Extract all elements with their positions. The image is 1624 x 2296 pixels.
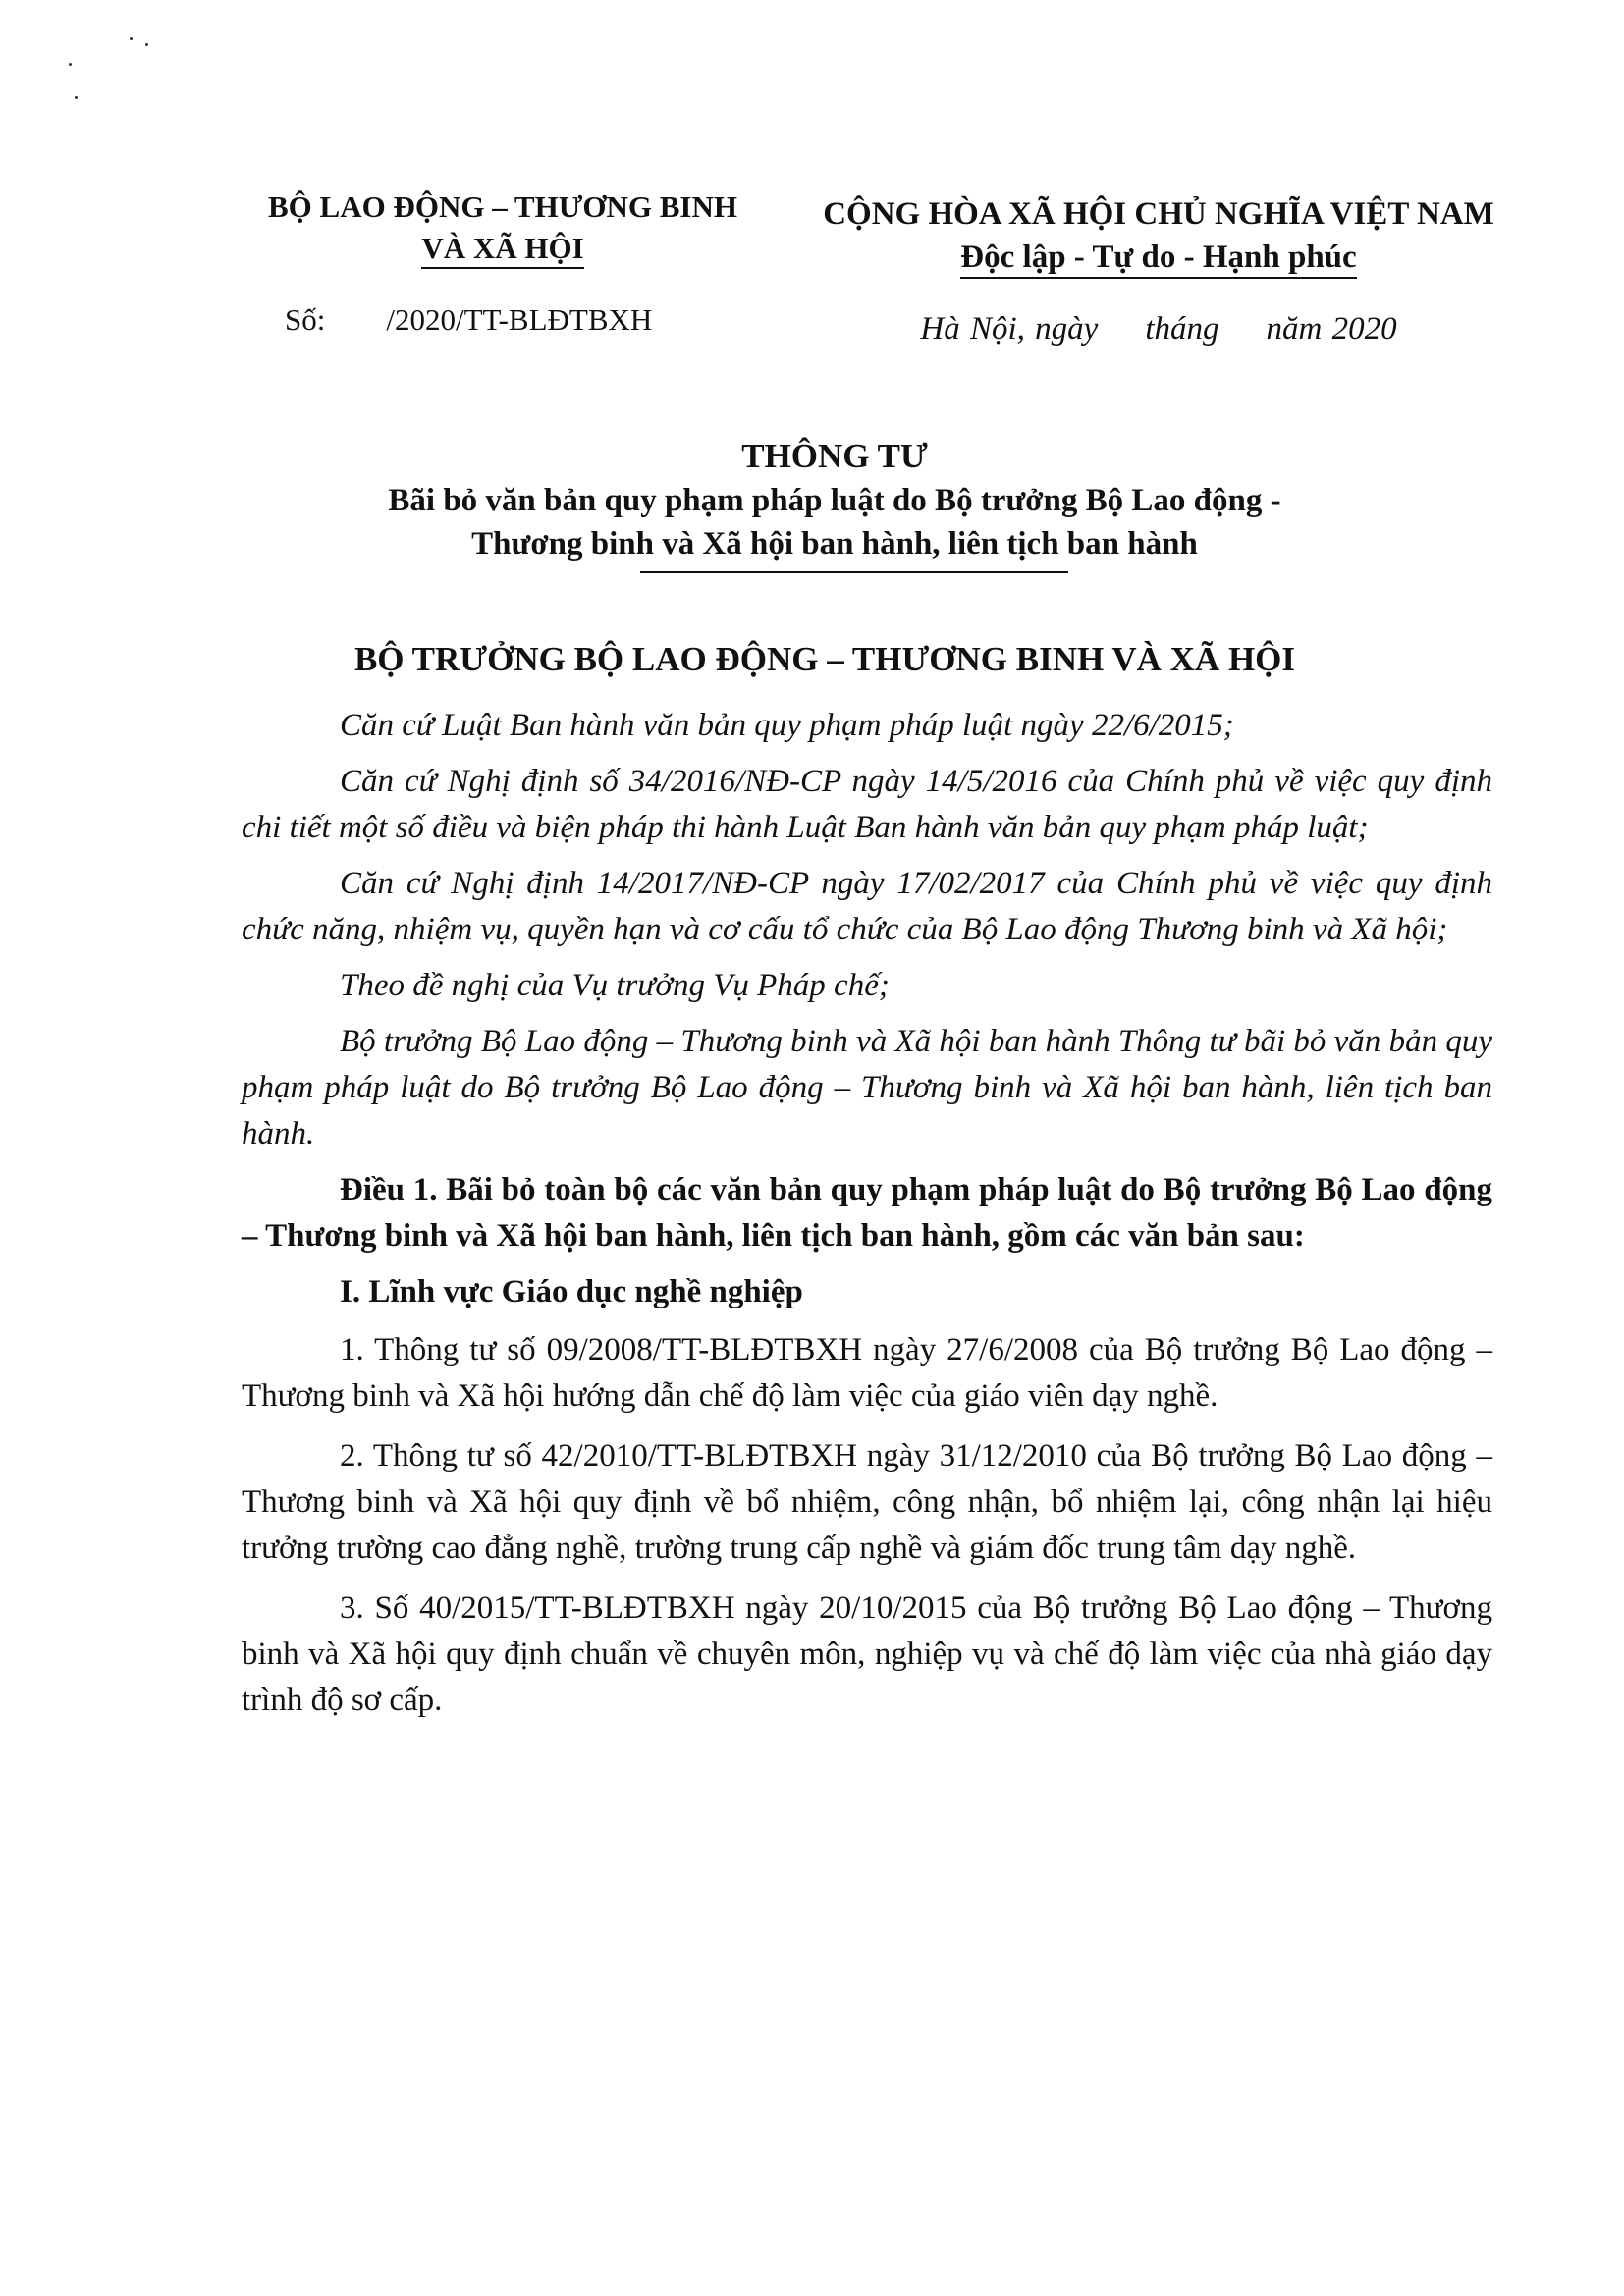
preamble-paragraph: Căn cứ Nghị định 14/2017/NĐ-CP ngày 17/02/2017 của Chính phủ về việc quy định chức năng, nhiệm vụ, quyền hạn và cơ cấu tổ chức của Bộ Lao động Thương binh và Xã hội;: [242, 866, 1492, 947]
document-title: [245, 434, 1424, 565]
document-type: THÔNG TƯ: [741, 437, 928, 475]
place-and-date: [800, 308, 1517, 349]
subject-line-2: Thương binh và Xã hội ban hành, liên tịch ban hành: [471, 526, 1198, 561]
scan-speck: [130, 37, 133, 40]
scan-speck: [145, 43, 148, 46]
section-heading: I. Lĩnh vực Giáo dục nghề nghiệp: [340, 1274, 803, 1309]
agency-line-2: VÀ XÃ HỘI: [421, 230, 583, 269]
document-body: [242, 703, 1492, 1737]
doc-number-label: Số:: [285, 302, 326, 337]
scan-speck: [75, 96, 78, 99]
national-motto: Độc lập - Tự do - Hạnh phúc: [960, 238, 1356, 279]
place-date-part-2: tháng: [1145, 311, 1219, 347]
document-number: [285, 300, 652, 340]
preamble-paragraph: Căn cứ Nghị định số 34/2016/NĐ-CP ngày 14/5/2016 của Chính phủ về việc quy định chi tiết một số điều và biện pháp thi hành Luật Ban hành văn bản quy phạm pháp luật;: [242, 764, 1492, 845]
national-header: [800, 192, 1517, 279]
nation-name: CỘNG HÒA XÃ HỘI CHỦ NGHĨA VIỆT NAM: [823, 196, 1494, 232]
title-divider: [640, 571, 1068, 573]
list-item: 1. Thông tư số 09/2008/TT-BLĐTBXH ngày 27/6/2008 của Bộ trưởng Bộ Lao động – Thương binh và Xã hội hướng dẫn chế độ làm việc của giáo viên dạy nghề.: [242, 1332, 1492, 1414]
preamble-paragraph: Bộ trưởng Bộ Lao động – Thương binh và Xã hội ban hành Thông tư bãi bỏ văn bản quy phạm pháp luật do Bộ trưởng Bộ Lao động – Thương binh và Xã hội ban hành, liên tịch ban hành.: [242, 1024, 1492, 1151]
place-date-part-1: Hà Nội, ngày: [920, 311, 1099, 347]
place-date-part-3: năm 2020: [1266, 311, 1397, 347]
agency-line-1: BỘ LAO ĐỘNG – THƯƠNG BINH: [268, 189, 737, 224]
doc-number-value: /2020/TT-BLĐTBXH: [386, 302, 653, 337]
preamble-paragraph: Căn cứ Luật Ban hành văn bản quy phạm pháp luật ngày 22/6/2015;: [340, 708, 1234, 743]
list-item: 2. Thông tư số 42/2010/TT-BLĐTBXH ngày 31/12/2010 của Bộ trưởng Bộ Lao động – Thương binh và Xã hội quy định về bổ nhiệm, công nhận, bổ nhiệm lại, công nhận lại hiệu trưởng trường cao đẳng nghề, trường trung cấp nghề và giám đốc trung tâm dạy nghề.: [242, 1438, 1492, 1566]
preamble-paragraph: Theo đề nghị của Vụ trưởng Vụ Pháp chế;: [340, 968, 890, 1003]
list-item: 3. Số 40/2015/TT-BLĐTBXH ngày 20/10/2015 của Bộ trưởng Bộ Lao động – Thương binh và Xã hội quy định chuẩn về chuyên môn, nghiệp vụ và chế độ làm việc của nhà giáo dạy trình độ sơ cấp.: [242, 1590, 1492, 1718]
issuing-authority: BỘ TRƯỞNG BỘ LAO ĐỘNG – THƯƠNG BINH VÀ XÃ HỘI: [353, 640, 1296, 678]
scan-speck: [69, 63, 72, 66]
issuing-agency: [228, 187, 778, 269]
article-1: Điều 1. Bãi bỏ toàn bộ các văn bản quy phạm pháp luật do Bộ trưởng Bộ Lao động – Thương binh và Xã hội ban hành, liên tịch ban hành, gồm các văn bản sau:: [242, 1172, 1492, 1254]
subject-line-1: Bãi bỏ văn bản quy phạm pháp luật do Bộ trưởng Bộ Lao động -: [388, 483, 1281, 518]
